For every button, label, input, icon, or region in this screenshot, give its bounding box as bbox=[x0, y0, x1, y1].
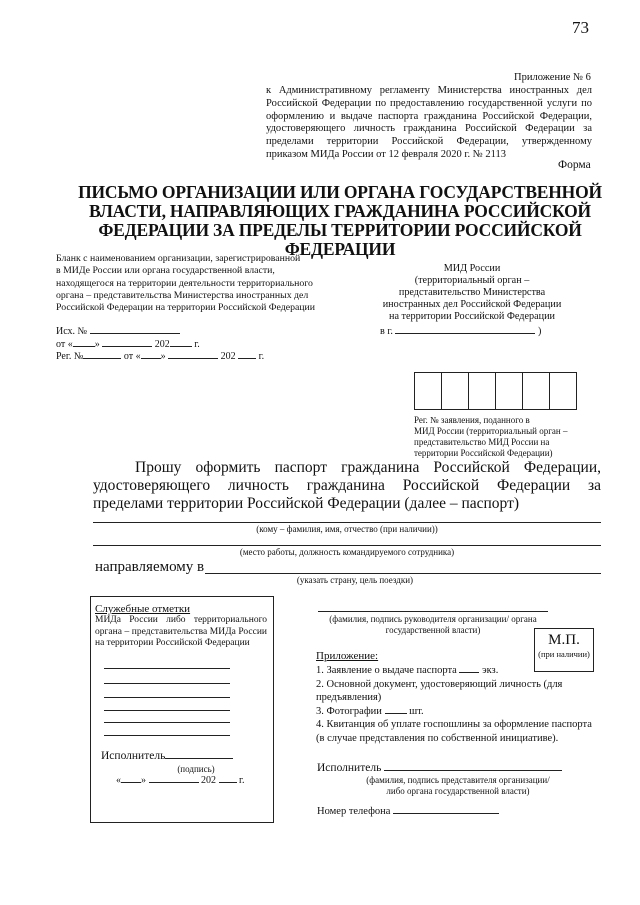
service-executor-row bbox=[101, 749, 233, 763]
note-line: в МИДе России или органа государственной власти, bbox=[56, 265, 275, 277]
service-year-field[interactable] bbox=[219, 781, 237, 783]
country-line[interactable] bbox=[205, 573, 601, 574]
executor-field[interactable] bbox=[384, 769, 562, 771]
attachment-item bbox=[316, 664, 594, 678]
outgoing-date-row bbox=[56, 339, 200, 350]
digit-box[interactable] bbox=[415, 373, 442, 409]
form-label: Форма bbox=[558, 159, 591, 171]
phone-field[interactable] bbox=[393, 812, 499, 814]
service-month-field[interactable] bbox=[149, 781, 199, 783]
attachment-item: 2. Основной документ, удостоверяющий личность (для предъявления) bbox=[316, 678, 563, 703]
annex-text: к Административному регламенту Министерства иностранных дел Российской Федерации по предоставлению государственной услуги по оформлению и выдаче паспорта гражданина Российской Федерации, удостоверяющего личность гражданина Российской Федерации за пределами территории Российской Федерации, утвержденному приказом МИДа России от 12 февраля 2020 г. № 2113 bbox=[266, 85, 592, 160]
caption-line: Рег. № заявления, поданного в bbox=[414, 415, 530, 425]
registration-number-boxes[interactable] bbox=[414, 372, 577, 410]
service-line[interactable] bbox=[104, 697, 230, 698]
reg-number-label: Рег. № bbox=[56, 351, 84, 362]
executor-label: Исполнитель bbox=[101, 750, 166, 762]
note-line: находящегося на территории деятельности территориального bbox=[56, 277, 313, 289]
service-marks-title: Служебные отметки bbox=[95, 603, 191, 615]
addressee-line: представительство Министерства bbox=[398, 287, 546, 298]
month-field[interactable] bbox=[102, 345, 152, 347]
letterhead-note bbox=[56, 253, 346, 314]
fio-line[interactable] bbox=[93, 522, 601, 523]
annex-title: Приложение № 6 bbox=[514, 72, 591, 83]
reg-day-field[interactable] bbox=[141, 357, 161, 359]
date-open: « bbox=[116, 775, 121, 786]
city-suffix: ) bbox=[538, 326, 542, 337]
service-line[interactable] bbox=[104, 722, 230, 723]
caption-line: территории Российской Федерации) bbox=[414, 448, 553, 458]
workplace-caption: (место работы, должность командируемого сотрудника) bbox=[239, 547, 455, 557]
digit-box[interactable] bbox=[550, 373, 576, 409]
caption-line: МИД России (территориальный орган – bbox=[414, 426, 568, 436]
stamp-note: (при наличии) bbox=[538, 649, 590, 659]
executor-signature-field[interactable] bbox=[165, 757, 233, 759]
head-signature-line[interactable] bbox=[318, 611, 548, 612]
digit-box[interactable] bbox=[523, 373, 550, 409]
service-line[interactable] bbox=[104, 710, 230, 711]
request-rest: удостоверяющего личность гражданина Российской Федерации за пределами территории Российской Федерации (далее – паспорт) bbox=[93, 477, 601, 512]
date-label: от « bbox=[56, 339, 73, 350]
reg-year-field[interactable] bbox=[238, 357, 256, 359]
workplace-line[interactable] bbox=[93, 545, 601, 546]
attachment-text: 1. Заявление о выдаче паспорта bbox=[316, 665, 457, 676]
executor-label: Исполнитель bbox=[317, 762, 382, 774]
attachment-text: 3. Фотографии bbox=[316, 705, 382, 717]
attachment-item: 4. Квитанция об уплате госпошлины за оформление паспорта (в случае представления по собственной инициативе). bbox=[316, 719, 592, 744]
caption-line: либо органа государственной власти) bbox=[386, 786, 530, 796]
date-close: » bbox=[141, 775, 146, 786]
phone-label: Номер телефона bbox=[317, 806, 391, 817]
executor-row bbox=[317, 761, 562, 775]
note-line: органа – представительства Министерства иностранных дел bbox=[56, 289, 309, 301]
attachments-title: Приложение: bbox=[316, 650, 379, 662]
service-marks-text: МИДа России либо территориального органа – представительства МИДа России на территории Российской Федерации bbox=[95, 615, 267, 648]
year-field[interactable] bbox=[170, 345, 192, 347]
caption-line: (фамилия, подпись руководителя организации/ органа bbox=[329, 614, 537, 624]
copies-field[interactable] bbox=[459, 671, 479, 673]
digit-box[interactable] bbox=[442, 373, 469, 409]
service-line[interactable] bbox=[104, 683, 230, 684]
boxes-caption bbox=[414, 415, 604, 459]
reg-year-suffix: г. bbox=[258, 351, 265, 362]
addressee-line: (территориальный орган – bbox=[414, 275, 530, 286]
outgoing-number-label: Исх. № bbox=[56, 326, 88, 337]
addressee-line: МИД России bbox=[443, 263, 501, 274]
reg-month-field[interactable] bbox=[168, 357, 218, 359]
note-line: Российской Федерации на территории Российской Федерации bbox=[56, 302, 316, 314]
title-line: ВЛАСТИ, НАПРАВЛЯЮЩИХ ГРАЖДАНИНА РОССИЙСКОЙ bbox=[89, 201, 591, 221]
digit-box[interactable] bbox=[496, 373, 523, 409]
caption-line: представительство МИД России на bbox=[414, 437, 550, 447]
request-paragraph bbox=[93, 459, 601, 513]
addressee bbox=[352, 263, 592, 323]
service-line[interactable] bbox=[104, 668, 230, 669]
attachment-item bbox=[316, 705, 594, 719]
quote-close: » bbox=[94, 339, 100, 350]
addressee-city bbox=[380, 326, 541, 337]
day-field[interactable] bbox=[73, 345, 95, 347]
title-line: ПИСЬМО ОРГАНИЗАЦИИ ИЛИ ОРГАНА ГОСУДАРСТВЕННОЙ bbox=[78, 182, 602, 202]
note-line: Бланк с наименованием организации, зарегистрированной bbox=[56, 253, 301, 264]
attachment-unit: шт. bbox=[409, 705, 424, 717]
caption-line: (фамилия, подпись представителя организации/ bbox=[366, 775, 550, 785]
reg-number-field[interactable] bbox=[83, 357, 121, 359]
digit-box[interactable] bbox=[469, 373, 496, 409]
signature-caption: (подпись) bbox=[177, 764, 215, 774]
head-signature-caption bbox=[318, 614, 548, 636]
attachment-unit: экз. bbox=[482, 665, 499, 676]
quote-close: » bbox=[160, 351, 166, 362]
addressee-line: иностранных дел Российской Федерации bbox=[382, 299, 562, 310]
outgoing-number-row bbox=[56, 326, 180, 337]
year-suffix: г. bbox=[194, 339, 200, 350]
fio-caption: (кому – фамилия, имя, отчество (при наличии)) bbox=[256, 524, 438, 534]
reg-year-prefix: 202 bbox=[220, 351, 236, 362]
stamp-mp: М.П. bbox=[548, 632, 580, 648]
photos-count-field[interactable] bbox=[385, 712, 407, 714]
year-prefix: 202 bbox=[154, 339, 170, 350]
country-caption: (указать страну, цель поездки) bbox=[296, 575, 414, 585]
service-line[interactable] bbox=[104, 735, 230, 736]
year-suffix: г. bbox=[239, 775, 245, 786]
attachments-list bbox=[316, 664, 594, 745]
reg-date-label: от « bbox=[123, 351, 141, 362]
year-prefix: 202 bbox=[201, 775, 216, 786]
registration-row bbox=[56, 351, 264, 362]
caption-line: государственной власти) bbox=[385, 625, 481, 635]
title-line: ФЕДЕРАЦИИ ЗА ПРЕДЕЛЫ ТЕРРИТОРИИ РОССИЙСКОЙ ФЕДЕРАЦИИ bbox=[98, 220, 582, 259]
executor-caption bbox=[358, 775, 558, 797]
service-date-row bbox=[116, 775, 244, 786]
outgoing-number-field[interactable] bbox=[90, 332, 180, 334]
directed-label: направляемому в bbox=[95, 559, 205, 575]
request-first-line: Прошу оформить паспорт гражданина Российской Федерации, bbox=[135, 459, 601, 476]
city-prefix: в г. bbox=[380, 326, 393, 337]
addressee-line: на территории Российской Федерации bbox=[389, 311, 555, 322]
service-day-field[interactable] bbox=[121, 781, 141, 783]
page-number: 73 bbox=[572, 18, 589, 37]
phone-row bbox=[317, 806, 499, 817]
document-title bbox=[60, 183, 620, 259]
city-field[interactable] bbox=[395, 332, 535, 334]
